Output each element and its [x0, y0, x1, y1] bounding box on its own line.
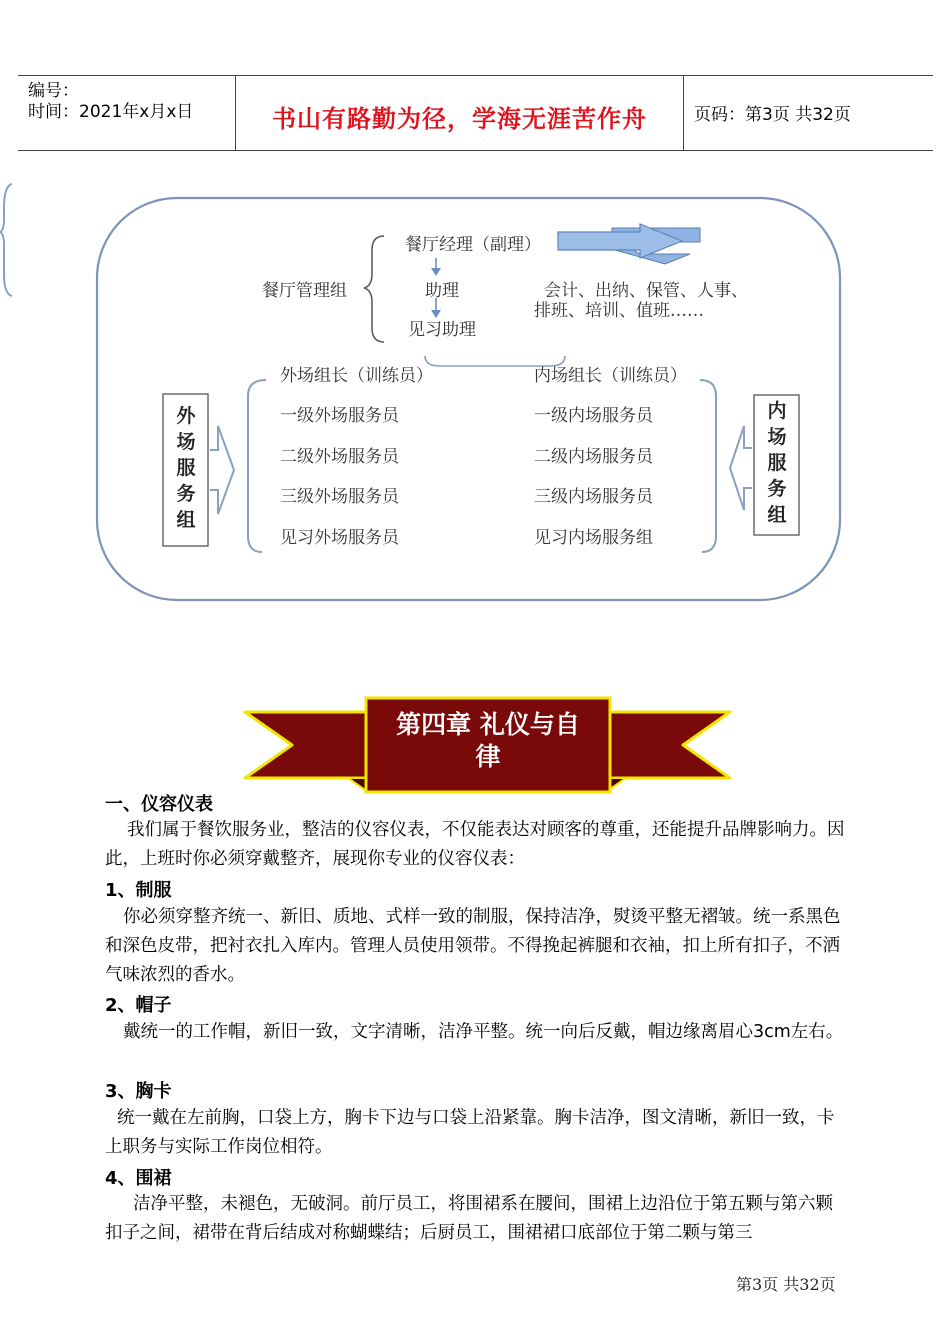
- vertical-char: 服: [767, 452, 787, 474]
- header-bottom-border: [18, 150, 933, 151]
- manager-label: 餐厅经理（副理）: [405, 235, 541, 255]
- header-top-border: [18, 75, 933, 76]
- vertical-char: 外: [176, 405, 196, 427]
- inner-item-2: 二级内场服务员: [534, 447, 653, 467]
- item4-paragraph: 洁净平整，未褪色，无破洞。前厅员工，将围裙系在腰间，围裙上边沿位于第五颗与第六颗扣子之间，裙带在背后结成对称蝴蝶结；后厨员工，围裙裙口底部位于第二颗与第三: [105, 1194, 833, 1243]
- footer-page-number: 第3页 共32页: [736, 1275, 836, 1294]
- chapter-title: [366, 709, 610, 773]
- vertical-char: 内: [767, 400, 787, 422]
- vertical-char: 场: [767, 426, 787, 448]
- vertical-char: 组: [176, 509, 196, 531]
- vertical-char: 务: [176, 483, 196, 505]
- inner-item-1: 一级内场服务员: [534, 406, 653, 426]
- section1-heading: 一、仪容仪表: [105, 794, 213, 815]
- outer-item-1: 一级外场服务员: [280, 406, 399, 426]
- chapter-title-line2: 律: [475, 742, 501, 771]
- item1-paragraph: 你必须穿整齐统一、新旧、质地、式样一致的制服，保持洁净，熨烫平整无褶皱。统一系黑色和深色皮带，把衬衣扎入库内。管理人员使用领带。不得挽起裤腿和衣袖，扣上所有扣子，不洒气味浓烈的香水。: [105, 907, 841, 985]
- section1-paragraph: 我们属于餐饮服务业，整洁的仪容仪表，不仅能表达对顾客的尊重，还能提升品牌影响力。因此，上班时你必须穿戴整齐，展现你专业的仪容仪表：: [105, 820, 845, 869]
- item3-paragraph: 统一戴在左前胸，口袋上方，胸卡下边与口袋上沿紧靠。胸卡洁净，图文清晰，新旧一致，卡上职务与实际工作岗位相符。: [105, 1108, 835, 1157]
- vertical-char: 服: [176, 457, 196, 479]
- outer-item-3: 三级外场服务员: [280, 487, 399, 507]
- item4-heading: 4、围裙: [105, 1168, 172, 1189]
- chapter-title-line1: 第四章 礼仪与自: [396, 710, 580, 739]
- outer-item-0: 外场组长（训练员）: [280, 366, 433, 386]
- trainee-assistant-label: 见习助理: [408, 320, 476, 340]
- outer-item-4: 见习外场服务员: [280, 528, 399, 548]
- inner-item-0: 内场组长（训练员）: [534, 366, 687, 386]
- header-divider: [683, 75, 684, 150]
- vertical-char: 务: [767, 478, 787, 500]
- motto: 书山有路勤为径，学海无涯苦作舟: [272, 104, 647, 133]
- inner-item-4: 见习内场服务组: [534, 528, 653, 548]
- inner-item-3: 三级内场服务员: [534, 487, 653, 507]
- inner-group-label: [757, 398, 797, 528]
- vertical-char: 场: [176, 431, 196, 453]
- item3-heading: 3、胸卡: [105, 1081, 172, 1102]
- item2-heading: 2、帽子: [105, 995, 172, 1016]
- header-divider: [235, 75, 236, 150]
- assistant-label: 助理: [425, 281, 459, 301]
- item2-paragraph: 戴统一的工作帽，新旧一致，文字清晰，洁净平整。统一向后反戴，帽边缘离眉心3cm左右。: [123, 1022, 844, 1042]
- support-roles-line2: 排班、培训、值班……: [534, 301, 704, 321]
- number-label: 编号：: [28, 81, 79, 101]
- outer-item-2: 二级外场服务员: [280, 447, 399, 467]
- support-roles-line1: 会计、出纳、保管、人事、: [544, 281, 748, 301]
- outer-group-label: [166, 403, 206, 533]
- date-label: 时间：2021年x月x日: [28, 102, 194, 122]
- vertical-char: 组: [767, 504, 787, 526]
- page-label: 页码：第3页 共32页: [694, 105, 851, 125]
- item1-heading: 1、制服: [105, 880, 172, 901]
- mgmt-group-label: 餐厅管理组: [262, 281, 347, 301]
